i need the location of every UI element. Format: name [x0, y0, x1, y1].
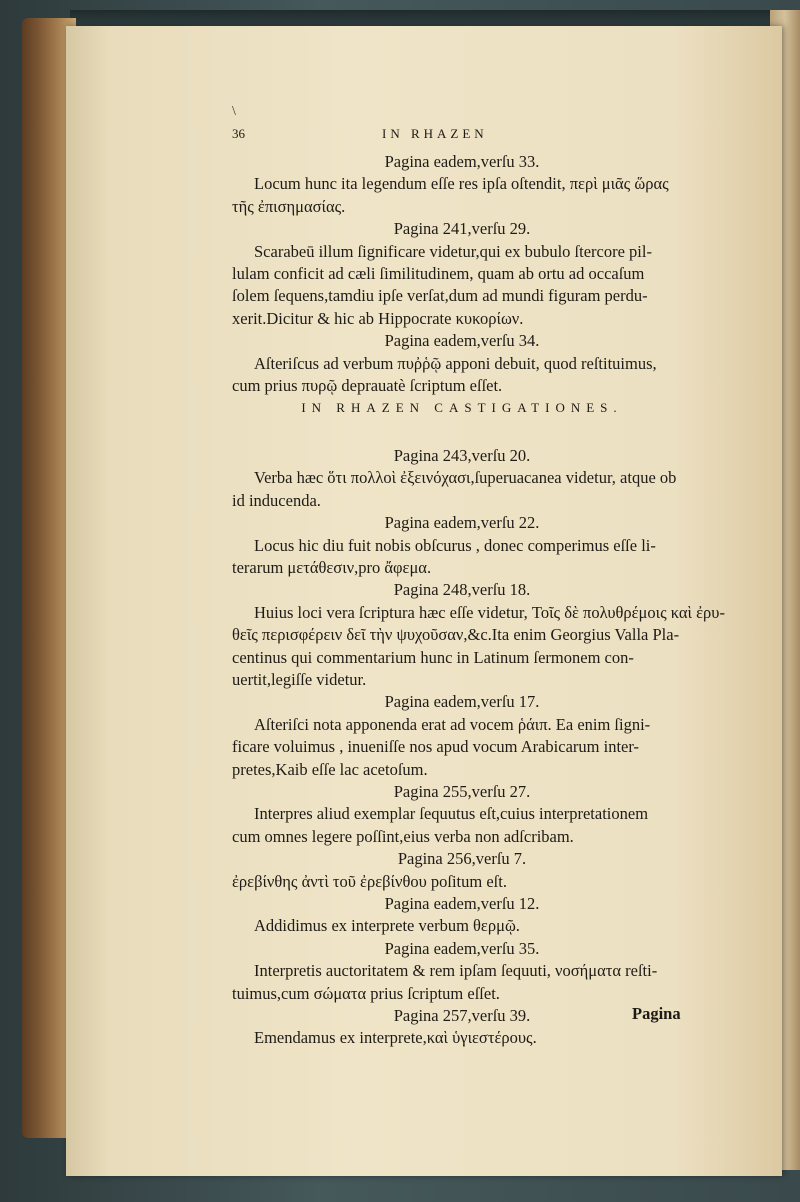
text-line: τῆς ἐπισημασίας. [232, 196, 346, 216]
page-reference-line: Pagina eadem,verſu 33. [384, 152, 540, 171]
page-reference-line: Pagina eadem,verſu 12. [384, 894, 540, 913]
text-line: id inducenda. [232, 490, 321, 510]
ink-mark: \ [232, 104, 236, 119]
text-line: centinus qui commentarium hunc in Latinum ſermonem con- [232, 647, 634, 667]
page-reference-line: Pagina 241,verſu 29. [393, 219, 531, 239]
page-number: 36 [232, 126, 245, 141]
text-line: Aſteriſcus ad verbum πυῤῥῷ apponi debuit, quod reſtituimus, [254, 353, 657, 373]
running-head-title: IN RHAZEN [382, 126, 488, 141]
text-line: pretes,Kaib eſſe lac acetoſum. [232, 759, 428, 779]
text-line: ἐρεβίνθης ἀντὶ τοῦ ἐρεβίνθου poſitum eſt. [232, 871, 507, 891]
page-reference-line: Pagina eadem,verſu 34. [384, 331, 540, 351]
page-reference-line: Pagina 243,verſu 20. [393, 446, 531, 465]
page-reference-line: Pagina 248,verſu 18. [393, 580, 531, 600]
text-line: ſolem ſequens,tamdiu ipſe verſat,dum ad mundi figuram perdu- [232, 286, 648, 306]
text-line: Huius loci vera ſcriptura hæc eſſe videtur, Τοῖς δὲ πολυθρέμοις καὶ ἐρυ- [254, 602, 725, 622]
page-reference-line: Pagina 257,verſu 39. [393, 1006, 531, 1025]
text-line: Verba hæc ὅτι πολλοὶ ἐξεινόχασι,ſuperuacanea videtur, atque ob [254, 468, 677, 488]
text-line: Scarabeū illum ſignificare videtur,qui ex bubulo ſtercore pil- [254, 241, 652, 261]
text-line: Addidimus ex interprete verbum θερμῷ. [254, 916, 520, 936]
page-reference-line: Pagina 256,verſu 7. [397, 849, 527, 869]
text-line: θεῖς περισφέρειν δεῖ τὴν ψυχοῦσαν,&c.Ita enim Georgius Valla Pla- [232, 625, 680, 645]
page-reference-line: Pagina 255,verſu 27. [393, 782, 531, 801]
section-heading: IN RHAZEN CASTIGATIONES. [301, 400, 623, 415]
text-line: Locum hunc ita legendum eſſe res ipſa oſtendit, περὶ μιᾶς ὥρας [254, 174, 669, 194]
text-line: ficare voluimus , inueniſſe nos apud vocum Arabicarum inter- [232, 737, 640, 757]
catchword: Pagina [632, 1004, 681, 1023]
page-reference-line: Pagina eadem,verſu 22. [384, 513, 540, 533]
text-line: cum prius πυρῷ deprauatè ſcriptum eſſet. [232, 376, 503, 395]
text-line: Interpretis auctoritatem & rem ipſam ſequuti, νοσήματα reſti- [254, 961, 658, 981]
text-line: Emendamus ex interprete,καὶ ὑγιεστέρους. [254, 1028, 537, 1048]
text-line: tuimus,cum σώματα prius ſcriptum eſſet. [232, 983, 500, 1003]
text-line: cum omnes legere poſſint,eius verba non adſcribam. [232, 826, 574, 846]
text-line: terarum μετάθεσιν,pro ἄφεμα. [232, 558, 432, 577]
text-line: Locus hic diu fuit nobis obſcurus , donec comperimus eſſe li- [254, 535, 656, 555]
page-reference-line: Pagina eadem,verſu 17. [384, 692, 540, 712]
text-line: uertit,legiſſe videtur. [232, 670, 367, 689]
text-line: Aſteriſci nota apponenda erat ad vocem ῥάιπ. Ea enim ſigni- [254, 714, 651, 734]
text-line: lulam conficit ad cæli ſimilitudinem, quam ab ortu ad occaſum [232, 264, 645, 283]
text-line: Interpres aliud exemplar ſequutus eſt,cuius interpretationem [254, 804, 649, 824]
text-line: xerit.Dicitur & hic ab Hippocrate κυκορίων. [232, 308, 524, 328]
page-reference-line: Pagina eadem,verſu 35. [384, 938, 540, 958]
